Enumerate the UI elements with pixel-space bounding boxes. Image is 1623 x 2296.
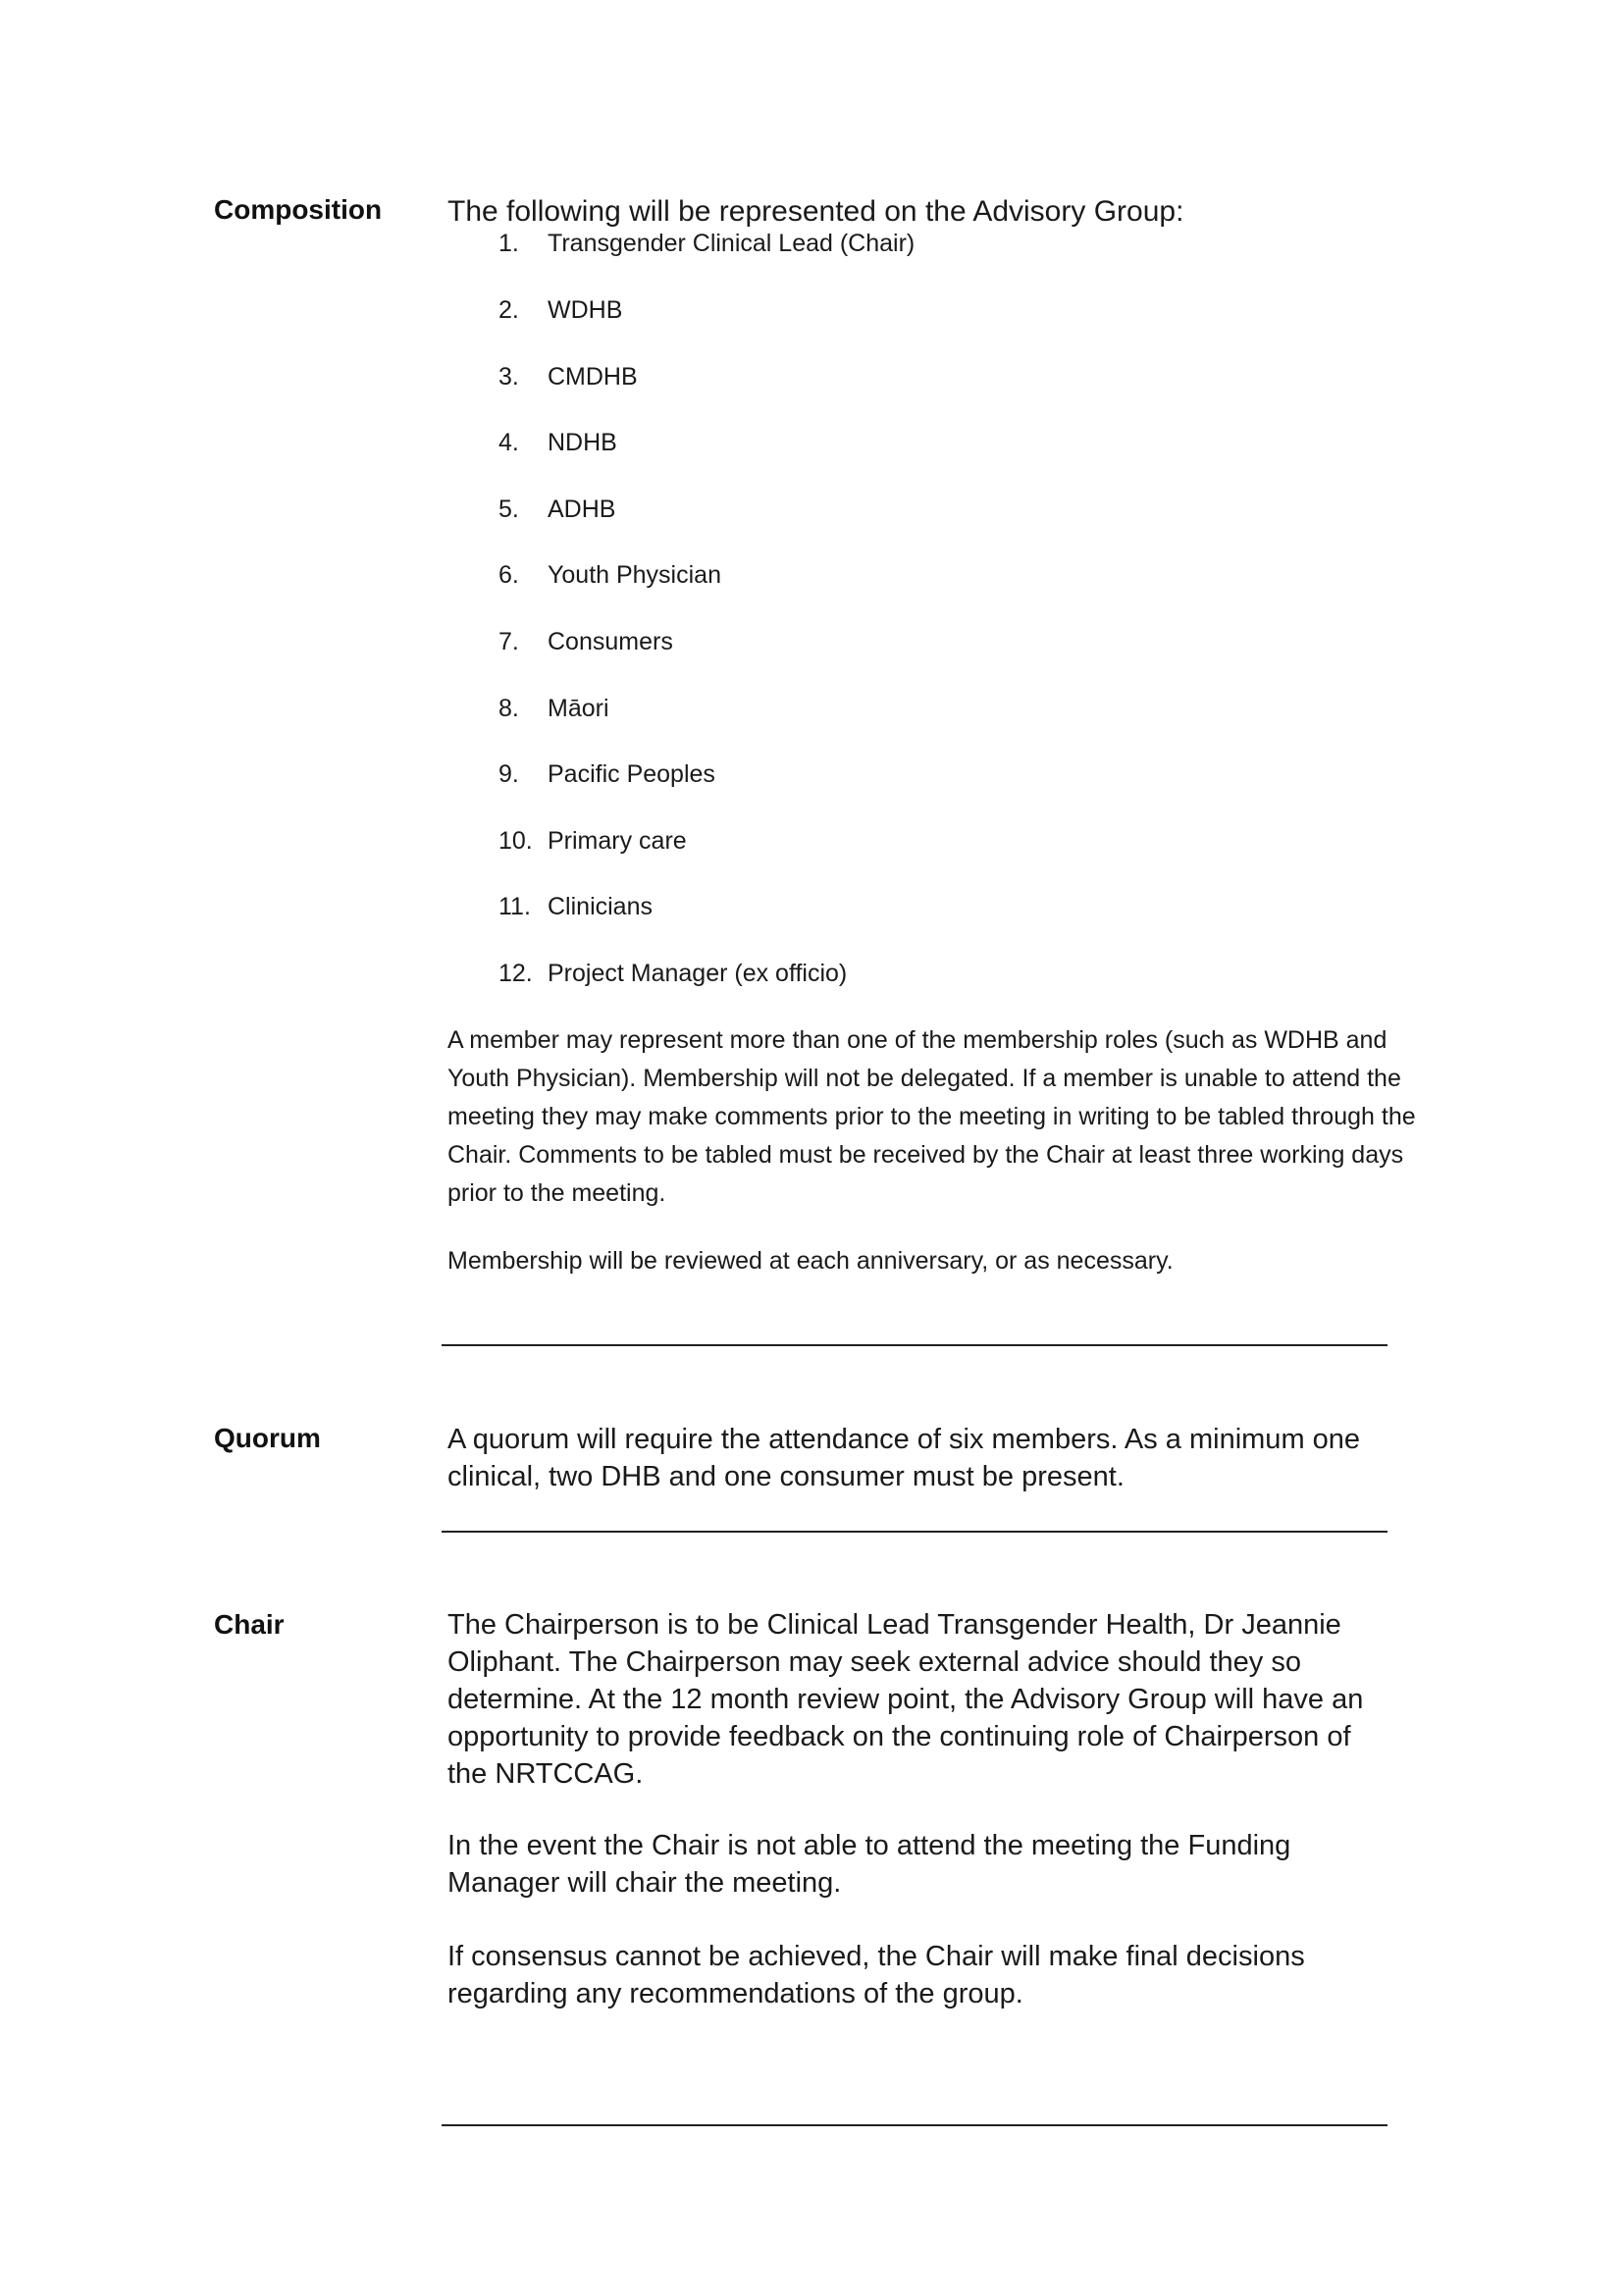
list-text: CMDHB xyxy=(548,363,638,391)
list-item xyxy=(498,693,609,724)
list-number: 4. xyxy=(498,429,519,456)
list-number: 3. xyxy=(498,363,519,391)
list-item xyxy=(498,825,687,857)
list-number: 6. xyxy=(498,561,519,589)
list-number: 9. xyxy=(498,760,519,788)
list-text: ADHB xyxy=(548,496,616,523)
list-text: NDHB xyxy=(548,429,617,456)
composition-intro: The following will be represented on the Advisory Group: xyxy=(447,195,1184,228)
list-text: Transgender Clinical Lead (Chair) xyxy=(548,230,916,257)
chair-absence-paragraph: In the event the Chair is not able to attend the meeting the Funding Manager will chair the meeting. xyxy=(447,1830,1291,1899)
list-number: 11. xyxy=(498,893,531,920)
quorum-heading: Quorum xyxy=(214,1423,321,1453)
list-item xyxy=(498,758,715,790)
composition-review-paragraph: Membership will be reviewed at each anniversary, or as necessary. xyxy=(447,1247,1174,1275)
section-divider xyxy=(442,2124,1387,2126)
section-divider xyxy=(442,1344,1387,1346)
list-item xyxy=(498,228,915,259)
composition-heading: Composition xyxy=(214,194,383,225)
list-item xyxy=(498,361,638,392)
list-text: WDHB xyxy=(548,296,623,324)
list-number: 5. xyxy=(498,496,519,523)
list-item xyxy=(498,958,847,989)
list-number: 7. xyxy=(498,628,519,655)
list-text: Pacific Peoples xyxy=(548,760,715,788)
quorum-text: A quorum will require the attendance of six members. As a minimum one clinical, two DHB and one consumer must be present. xyxy=(447,1424,1361,1492)
chair-heading: Chair xyxy=(214,1609,285,1640)
list-text: Youth Physician xyxy=(548,561,721,589)
list-number: 12. xyxy=(498,960,533,987)
chair-consensus-paragraph: If consensus cannot be achieved, the Chair will make final decisions regarding any recommendations of the group. xyxy=(447,1941,1305,2009)
list-item xyxy=(498,559,721,591)
list-number: 10. xyxy=(498,827,533,855)
list-item xyxy=(498,294,622,326)
list-number: 2. xyxy=(498,296,519,324)
list-item xyxy=(498,626,673,657)
list-text: Primary care xyxy=(548,827,687,855)
composition-membership-paragraph: A member may represent more than one of the membership roles (such as WDHB and Youth Physician). Membership will not be delegated. If a member is unable to attend the meeting they may make comments prior to the meeting in writing to be tabled through the Chair. Comments to be tabled must be received by the Chair at least three working days prior to the meeting. xyxy=(447,1026,1416,1207)
list-text: Māori xyxy=(548,695,609,722)
list-item xyxy=(498,427,617,458)
list-item xyxy=(498,494,615,525)
list-item xyxy=(498,891,653,922)
list-text: Clinicians xyxy=(548,893,653,920)
composition-body xyxy=(447,192,1429,1275)
chair-role-paragraph: The Chairperson is to be Clinical Lead Transgender Health, Dr Jeannie Oliphant. The Chairperson may seek external advice should they so determine. At the 12 month review point, the Advisory Group will have an opportunity to provide feedback on the continuing role of Chairperson of the NRTCCAG. xyxy=(447,1609,1364,1790)
list-text: Project Manager (ex officio) xyxy=(548,960,848,987)
list-text: Consumers xyxy=(548,628,673,655)
list-number: 8. xyxy=(498,695,519,722)
list-number: 1. xyxy=(498,230,519,257)
section-divider xyxy=(442,1531,1387,1533)
